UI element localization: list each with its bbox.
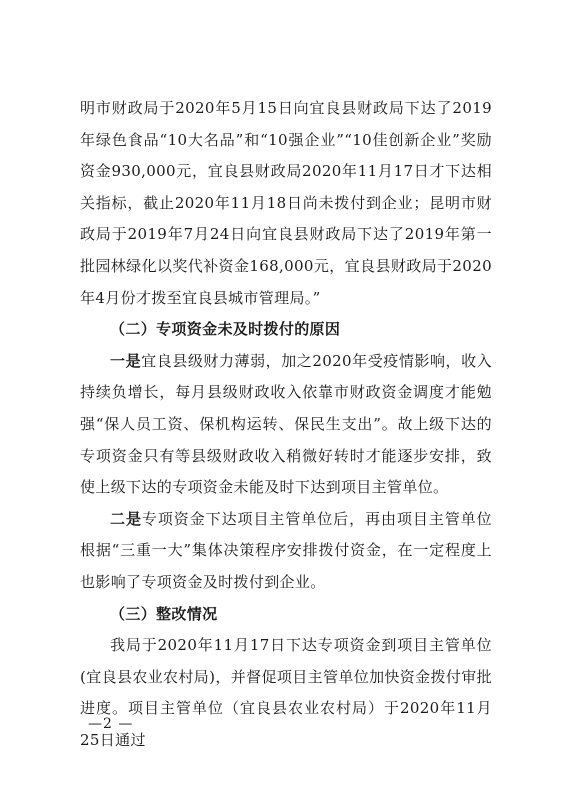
paragraph-2-lead: 一是 <box>110 351 142 370</box>
paragraph-4: 我局于2020年11月17日下达专项资金到项目主管单位(宜良县农业农村局)，并督促项目主管单位加快资金拨付审批进度。项目主管单位（宜良县农业农村局）于2020年11月25日通过 <box>80 636 492 749</box>
paragraph-2-text: 宜良县级财力薄弱，加之2020年受疫情影响，收入持续负增长，每月县级财政收入依靠市财政资金调度才能勉强“保人员工资、保机构运转、保民生支出”。故上级下达的专项资金只有等县级财政收入稍微好转时才能逐步安排，致使上级下达的专项资金未能及时下达到项目主管单位。 <box>80 351 493 497</box>
paragraph-3-lead: 二是 <box>110 509 142 528</box>
document-body <box>80 93 492 756</box>
section-heading-2: （二）专项资金未及时拨付的原因 <box>110 320 341 339</box>
paragraph-3 <box>80 504 492 599</box>
section-heading-3: （三）整改情况 <box>110 604 218 623</box>
page-number: —2 — <box>88 716 134 732</box>
paragraph-1: 明市财政局于2020年5月15日向宜良县财政局下达了2019年绿色食品“10大名品”和“10强企业”“10佳创新企业”奖励资金930,000元，宜良县财政局2020年11月17日才下达相关指标，截止2020年11月18日尚未拨付到企业；昆明市财政局于2019年7月24日向宜良县财政局下达了2019年第一批园林绿化以奖代补资金168,000元，宜良县财政局于2020年4月份才拨至宜良县城市管理局。” <box>80 99 492 307</box>
paragraph-2 <box>80 346 492 504</box>
paragraph-3-text: 专项资金下达项目主管单位后，再由项目主管单位根据“三重一大”集体决策程序安排拨付资金，在一定程度上也影响了专项资金及时拨付到企业。 <box>80 509 493 591</box>
